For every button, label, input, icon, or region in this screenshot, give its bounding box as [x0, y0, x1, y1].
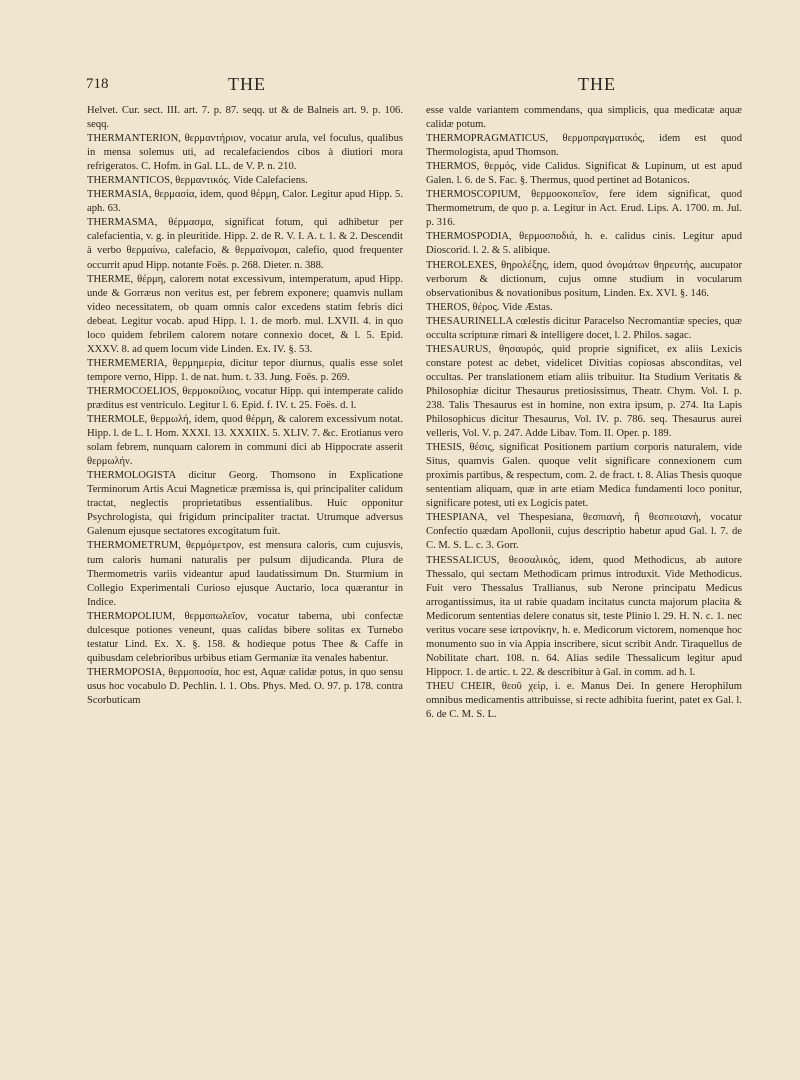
entry-theu-cheir: THEU CHEIR, θεοῦ χεὶρ, i. e. Manus Dei. In genere Herophilum omnibus medicamentis attribuisse, si recte adhibita fuerint, patet ex Gal. l. 6. de C. M. S. L.	[426, 680, 742, 721]
entry-thermasia: THERMASIA, θερμασία, idem, quod θέρμη, Calor. Legitur apud Hipp. 5. aph. 63.	[87, 189, 403, 215]
page-header	[0, 76, 800, 100]
entry-therolexes: THEROLEXES, θηρολέξης, idem, quod ὀνομάτων θηρευτής, aucupator verborum & dictionum, cujus omne studium in vocularum observationibus & novationibus positum, Linden. Ex. XVI. §. 146.	[426, 259, 742, 299]
entry-thermopragmaticus: THERMOPRAGMATICUS, θερμοπραγματικός, idem est quod Thermologista, apud Thomson.	[426, 133, 742, 159]
entry-theros: THEROS, θέρος. Vide Æstas.	[426, 301, 553, 313]
entry-thessalicus: THESSALICUS, θεσσαλικός, idem, quod Methodicus, ab autore Thessalo, qui sectam Methodicam primus introduxit. Vide Methodicus. Fuit vero Thessalus Trallianus, sub Nerone principatu Medicus arrogantissimus, ita ut rabie quadam incitatus cuncta majorum placita & Medicorum sententias delere conatus sit, teste Plinio l. 29. H. N. c. 1. nec veritus vocare sese ἰατρονίκην, h. e. Medicorum victorem, nomenque hoc monumento suo in via Appia inscribere, sicut scribit Andr. Tiraquellus de Nobilitate chart. 108. n. 64. Alias sedile Thessalicum legitur apud Hippocr. 1. de artic. t. 22. & describitur à Gal. in comm. ad h. l.	[426, 554, 742, 678]
entry-thermocoelios: THERMOCOELIOS, θερμοκοίλιος, vocatur Hipp. qui intemperate calido præditus est ventriculo. Legitur l. 6. Epid. f. IV. t. 25. Foës. d. l.	[87, 385, 403, 411]
right-column	[426, 104, 742, 722]
running-title-left: THE	[228, 74, 266, 94]
entry-thermometrum: THERMOMETRUM, θερμόμετρον, est mensura caloris, cum cujusvis, tum caloris humani naturalis per pulsum dijudicanda. Plura de Thermometris variis videantur apud laudatissimum Dn. Sturmium in Collegio Experimentali Curioso ejusque Auctario, loca quærantur in Indice.	[87, 540, 403, 608]
entry-thermospodia: THERMOSPODIA, θερμοσποδιά, h. e. calidus cinis. Legitur apud Dioscorid. l. 2. & 5. alibique.	[426, 231, 742, 257]
entry-thermole: THERMOLE, θερμωλή, idem, quod θέρμη, & calorem excessivum notat. Hipp. l. de L. I. Hom. XXXI. 13. XXXIIX. 5. XLIV. 7. &c. Erotianus vero solam febrem, nunquam calorem in communi dici ab Hippocrate asserit θερμωλήν.	[87, 414, 403, 468]
entry-thermologista: THERMOLOGISTA dicitur Georg. Thomsono in Explicatione Terminorum Artis Acui Magneticæ præmissa is, qui principaliter calidum tractat, neglectis proprietatibus essentialibus. Huic opponitur Psychrologista, qui frigidum principaliter tractat. Utrumque adversus Galenum ejusque sectatores excogitatum fuit.	[87, 470, 403, 538]
entry-paragraph: esse valde variantem commendans, qua simplicis, qua medicatæ aquæ calidæ potum.	[426, 105, 742, 131]
entry-thermopolium: THERMOPOLIUM, θερμοπωλεῖον, vocatur taberna, ubi confectæ dulcesque potiones veneunt, quas calidas bibere solitas ex Turnebo testatur Lind. Ex. X. §. 158. & hodieque potus Thee & Caffe in quibusdam celebrioribus urbibus etiam Germaniæ ita venales habentur.	[87, 610, 403, 664]
entry-thermanticos: THERMANTICOS, θερμαντικός. Vide Calefaciens.	[87, 175, 308, 187]
page-number: 718	[86, 76, 109, 92]
entry-thespiana: THESPIANA, vel Thespesiana, θεσπιανὴ, ἢ θεσπεσιανὴ, vocatur Confectio quædam Apollonii, cujus descriptio habetur apud Gal. l. 7. de C. M. S. L. c. 3. Gorr.	[426, 512, 742, 552]
entry-thermasma: THERMASMA, θέρμασμα, significat fotum, qui adhibetur per calefacientia, v. g. in pleuritide. Hipp. 2. de R. V. I. A. t. 1. & 2. Descendit à verbo θερμαίνω, calefacio, & θερμαίνομαι, calefio, quod frequenter occurrit apud Hipp. notante Foës. p. 268. Dieter. n. 388.	[87, 217, 403, 271]
entry-therme: THERME, θέρμη, calorem notat excessivum, intemperatum, apud Hipp. unde & Gorræus non veritus est, per febrem exponere; quamvis nullam video necessitatem, ob quam omnis calor excedens statim febris dici debeat. Legitur vocab. apud Hipp. l. 1. de morb. mul. LXVII. 4. in quo loco quidem febrilem calorem notare connexio docet, & l. 5. Epid. XXXV. 8. ad quem locum vide Linden. Ex. IV. §. 53.	[87, 273, 403, 355]
entry-thermos: THERMOS, θερμός, vide Calidus. Significat & Lupinum, ut est apud Galen. l. 6. de S. Fac. §. Thermus, quod pertinet ad Botanicos.	[426, 161, 742, 187]
entry-thermoposia: THERMOPOSIA, θερμοποσία, hoc est, Aquæ calidæ potus, in quo sensu usus hoc vocabulo D. Pechlin. l. 1. Obs. Phys. Med. O. 97. p. 178. contra Scorbuticam	[87, 666, 403, 706]
entry-thesaurus: THESAURUS, θησαυρός, quid proprie significet, ex aliis Lexicis constare potest ac debet, videlicet Divitias copiosas absconditas, vel occultas. Per translationem etiam aliis tribuitur. Ita Studium Veritatis & Philosophiæ dicitur Thesaurus pretiosissimus, Theatr. Chym. Vol. I. p. 238. Talis Thesaurus est in homine, non extra ipsum, p. 274. Ita Lapis Philosophicus dicitur Thesaurus, Vol. IV. p. 786. seq. Thesaurus aurei velleris, Vol. V. p. 247. Adde Libav. Tom. II. Oper. p. 189.	[426, 343, 742, 440]
entry-paragraph: Helvet. Cur. sect. III. art. 7. p. 87. seqq. ut & de Balneis art. 9. p. 106. seqq.	[87, 105, 403, 131]
entry-thesaurinella: THESAURINELLA cœlestis dicitur Paracelso Necromantiæ species, quæ occulta scripturæ rimari & intelligere docet, l. 2. Philos. sagac.	[426, 315, 742, 341]
running-title-right: THE	[578, 74, 616, 94]
left-column	[87, 104, 403, 708]
entry-thesis: THESIS, θέσις, significat Positionem partium corporis naturalem, vide Situs, quamvis Galen. quoque velit significare connexionem cum proximis partibus, & respectum, com. 2. de fract. t. 8. Alias Thesis quoque sententiam aliquam, quæ in arte etiam Medica fundamenti loco ponitur, significare potest, uti ex Logicis patet.	[426, 442, 742, 510]
entry-thermoscopium: THERMOSCOPIUM, θερμοσκοπεῖον, fere idem significat, quod Thermometrum, de quo p. a. Legitur in Act. Erud. Lips. A. 1700. m. Jul. p. 316.	[426, 189, 742, 229]
entry-thermemeria: THERMEMERIA, θερμημερία, dicitur tepor diurnus, qualis esse solet tempore verno, Hipp. 1. de nat. hum. t. 33. Jung. Foës. p. 269.	[87, 357, 403, 383]
entry-thermanterion: THERMANTERION, θερμαντήριον, vocatur arula, vel foculus, qualibus in mensa solemus uti, ad recalefaciendos cibos à diutiori mora refrigeratos. C. Hofm. in Gal. LL. de V. P. n. 210.	[87, 133, 403, 173]
